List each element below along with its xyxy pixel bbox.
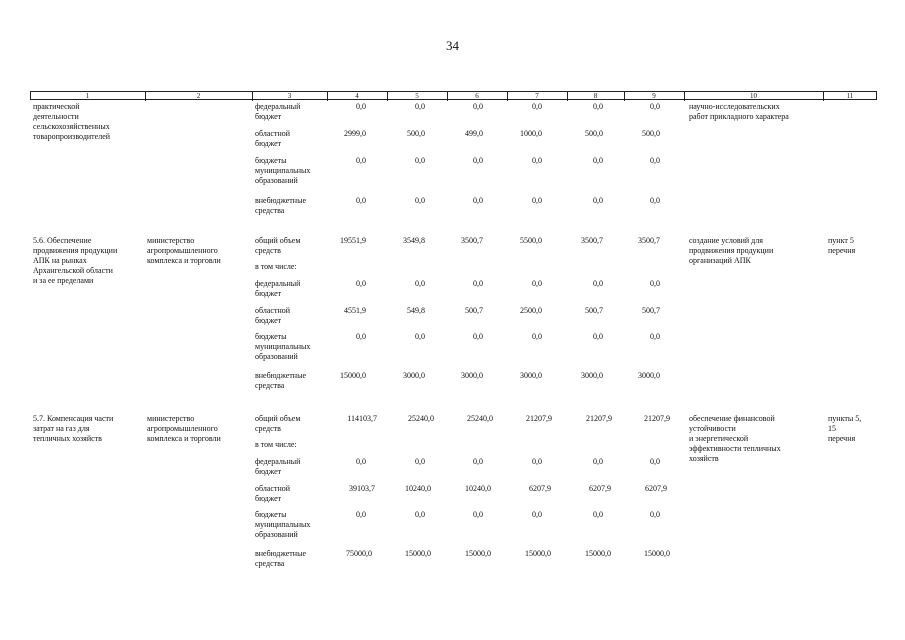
total-value-cell: 3549,8 — [403, 236, 425, 245]
including-label: в том числе: — [255, 440, 297, 449]
total-label: общий объем средств — [255, 236, 301, 255]
column-header-7: 7 — [535, 92, 539, 100]
value-cell: 15000,0 — [644, 549, 670, 558]
value-cell: 0,0 — [593, 102, 603, 111]
value-cell: 3000,0 — [520, 371, 542, 380]
total-value-cell: 5500,0 — [520, 236, 542, 245]
value-cell: 10240,0 — [405, 484, 431, 493]
total-value-cell: 21207,9 — [586, 414, 612, 423]
value-cell: 0,0 — [650, 332, 660, 341]
total-value-cell: 114103,7 — [347, 414, 377, 423]
value-cell: 0,0 — [593, 279, 603, 288]
value-cell: 0,0 — [415, 457, 425, 466]
value-cell: 0,0 — [356, 510, 366, 519]
source-label: областной бюджет — [255, 306, 291, 325]
result-cell: создание условий для продвижения продукции организаций АПК — [689, 236, 774, 265]
header-divider — [507, 91, 508, 101]
total-label: общий объем средств — [255, 414, 301, 433]
column-header-8: 8 — [593, 92, 598, 100]
column-header-6: 6 — [475, 92, 479, 100]
value-cell: 15000,0 — [340, 371, 366, 380]
page-number: 34 — [446, 38, 459, 53]
value-cell: 1000,0 — [520, 129, 542, 138]
value-cell: 0,0 — [356, 156, 366, 165]
total-value-cell: 19551,9 — [340, 236, 366, 245]
value-cell: 4551,9 — [344, 306, 366, 315]
value-cell: 0,0 — [532, 332, 542, 341]
value-cell: 0,0 — [473, 457, 483, 466]
reference-cell: пункты 5, 15 перечня — [828, 414, 862, 443]
value-cell: 500,7 — [585, 306, 603, 315]
value-cell: 0,0 — [532, 510, 542, 519]
value-cell: 0,0 — [650, 196, 660, 205]
source-label: внебюджетные средства — [255, 371, 306, 390]
including-label: в том числе: — [255, 262, 297, 271]
source-label: федеральный бюджет — [255, 457, 301, 476]
column-header-4: 4 — [355, 92, 359, 100]
header-divider — [823, 91, 824, 101]
value-cell: 39103,7 — [349, 484, 375, 493]
value-cell: 3000,0 — [403, 371, 425, 380]
value-cell: 0,0 — [593, 510, 603, 519]
value-cell: 0,0 — [415, 196, 425, 205]
value-cell: 2999,0 — [344, 129, 366, 138]
value-cell: 0,0 — [650, 457, 660, 466]
value-cell: 0,0 — [593, 457, 603, 466]
value-cell: 0,0 — [532, 196, 542, 205]
source-label: внебюджетные средства — [255, 196, 306, 215]
value-cell: 0,0 — [415, 102, 425, 111]
value-cell: 15000,0 — [465, 549, 491, 558]
value-cell: 0,0 — [532, 102, 542, 111]
value-cell: 15000,0 — [525, 549, 551, 558]
value-cell: 0,0 — [532, 279, 542, 288]
total-value-cell: 25240,0 — [467, 414, 493, 423]
source-label: бюджеты муниципальных образований — [255, 510, 311, 539]
value-cell: 0,0 — [532, 156, 542, 165]
value-cell: 549,8 — [407, 306, 425, 315]
activity-cell: 5.6. Обеспечение продвижения продукции АПК на рынках Архангельской области и за ее пределами — [33, 236, 118, 285]
value-cell: 0,0 — [593, 196, 603, 205]
column-header-2: 2 — [196, 92, 201, 100]
header-divider — [567, 91, 568, 101]
total-value-cell: 25240,0 — [408, 414, 434, 423]
value-cell: 0,0 — [650, 279, 660, 288]
value-cell: 0,0 — [473, 196, 483, 205]
header-divider — [684, 91, 685, 101]
value-cell: 2500,0 — [520, 306, 542, 315]
source-label: федеральный бюджет — [255, 102, 301, 121]
value-cell: 0,0 — [593, 156, 603, 165]
total-value-cell: 3500,7 — [638, 236, 660, 245]
total-value-cell: 3500,7 — [461, 236, 483, 245]
value-cell: 0,0 — [415, 279, 425, 288]
value-cell: 0,0 — [356, 102, 366, 111]
value-cell: 0,0 — [650, 156, 660, 165]
value-cell: 500,0 — [642, 129, 660, 138]
column-header-10: 10 — [750, 92, 757, 100]
header-divider — [387, 91, 388, 101]
header-divider — [624, 91, 625, 101]
value-cell: 3000,0 — [581, 371, 603, 380]
value-cell: 0,0 — [356, 457, 366, 466]
column-header-3: 3 — [287, 92, 292, 100]
value-cell: 6207,9 — [645, 484, 667, 493]
reference-cell: пункт 5 перечня — [828, 236, 856, 255]
value-cell: 6207,9 — [529, 484, 551, 493]
executor-cell: министерство агропромышленного комплекса и торговли — [147, 236, 221, 265]
value-cell: 500,0 — [407, 129, 425, 138]
value-cell: 0,0 — [593, 332, 603, 341]
result-cell: научно-исследовательских работ прикладного характера — [689, 102, 789, 121]
header-divider — [447, 91, 448, 101]
value-cell: 10240,0 — [465, 484, 491, 493]
value-cell: 0,0 — [356, 279, 366, 288]
value-cell: 15000,0 — [405, 549, 431, 558]
value-cell: 0,0 — [356, 332, 366, 341]
value-cell: 15000,0 — [585, 549, 611, 558]
value-cell: 500,7 — [465, 306, 483, 315]
activity-cell: 5.7. Компенсация части затрат на газ для тепличных хозяйств — [33, 414, 114, 443]
executor-cell: министерство агропромышленного комплекса и торговли — [147, 414, 221, 443]
value-cell: 0,0 — [473, 102, 483, 111]
value-cell: 3000,0 — [638, 371, 660, 380]
column-header-9: 9 — [652, 92, 656, 100]
value-cell: 3000,0 — [461, 371, 483, 380]
total-value-cell: 3500,7 — [581, 236, 603, 245]
total-value-cell: 21207,9 — [644, 414, 670, 423]
value-cell: 500,0 — [585, 129, 603, 138]
value-cell: 499,0 — [465, 129, 483, 138]
value-cell: 0,0 — [473, 332, 483, 341]
column-header-5: 5 — [415, 92, 419, 100]
source-label: областной бюджет — [255, 129, 291, 148]
source-label: бюджеты муниципальных образований — [255, 332, 311, 361]
activity-cell: практической деятельности сельскохозяйственных товаропроизводителей — [33, 102, 111, 141]
header-divider — [327, 91, 328, 101]
header-divider — [252, 91, 253, 101]
total-value-cell: 21207,9 — [526, 414, 552, 423]
value-cell: 0,0 — [415, 156, 425, 165]
value-cell: 6207,9 — [589, 484, 611, 493]
value-cell: 500,7 — [642, 306, 660, 315]
value-cell: 0,0 — [473, 156, 483, 165]
source-label: внебюджетные средства — [255, 549, 306, 568]
value-cell: 0,0 — [473, 510, 483, 519]
column-header-1: 1 — [85, 92, 90, 100]
value-cell: 0,0 — [650, 102, 660, 111]
value-cell: 0,0 — [415, 510, 425, 519]
value-cell: 0,0 — [415, 332, 425, 341]
header-divider — [145, 91, 146, 101]
value-cell: 0,0 — [532, 457, 542, 466]
result-cell: обеспечение финансовой устойчивости и энергетической эффективности тепличных хозяйств — [689, 414, 781, 463]
source-label: областной бюджет — [255, 484, 291, 503]
source-label: бюджеты муниципальных образований — [255, 156, 311, 185]
value-cell: 0,0 — [356, 196, 366, 205]
column-header-11: 11 — [846, 92, 854, 100]
value-cell: 0,0 — [473, 279, 483, 288]
value-cell: 75000,0 — [346, 549, 372, 558]
value-cell: 0,0 — [650, 510, 660, 519]
source-label: федеральный бюджет — [255, 279, 301, 298]
